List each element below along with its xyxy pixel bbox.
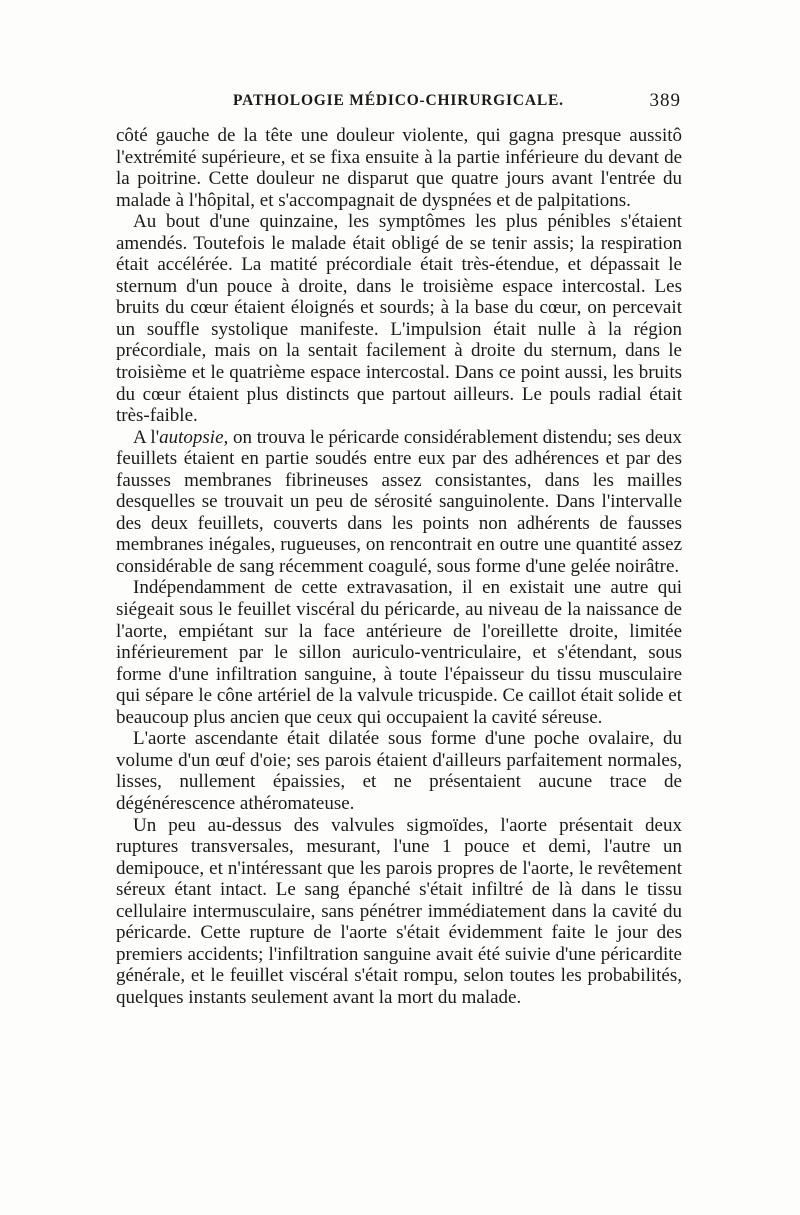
paragraph-3-lead: A l' bbox=[133, 426, 160, 448]
running-head bbox=[115, 92, 681, 118]
paragraph-1: côté gauche de la tête une douleur violente, qui gagna presque aussitô l'extrémité supérieure, et se fixa ensuite à la partie inférieure du devant de la poitrine. Cette douleur ne disparut que quatre jours avant l'entrée du malade à l'hôpital, et s'accompagnait de dyspnées et de palpitations. bbox=[116, 125, 682, 211]
paragraph-4: Indépendamment de cette extravasation, il en existait une autre qui siégeait sous le feuillet viscéral du péricarde, au niveau de la naissance de l'aorte, empiétant sur la face antérieure de l'oreillette droite, limitée inférieurement par le sillon auriculo-ventriculaire, et s'étendant, sous forme d'une infiltration sanguine, à toute l'épaisseur du tissu musculaire qui sépare le cône artériel de la valvule tricuspide. Ce caillot était solide et beaucoup plus ancien que ceux qui occupaient la cavité séreuse. bbox=[116, 577, 682, 728]
paragraph-6: Un peu au-dessus des valvules sigmoïdes, l'aorte présentait deux ruptures transversales, mesurant, l'une 1 pouce et demi, l'autre un demipouce, et n'intéressant que les parois propres de l'aorte, le revêtement séreux étant intact. Le sang épanché s'était infiltré de là dans le tissu cellulaire intermusculaire, sans pénétrer immédiatement dans la cavité du péricarde. Cette rupture de l'aorte s'était évidemment faite le jour des premiers accidents; l'infiltration sanguine avait été suivie d'une péricardite générale, et le feuillet viscéral s'était rompu, selon toutes les probabilités, quelques instants seulement avant la mort du malade. bbox=[116, 814, 682, 1008]
paragraph-2: Au bout d'une quinzaine, les symptômes les plus pénibles s'étaient amendés. Toutefois le malade était obligé de se tenir assis; la respiration était accélérée. La matité précordiale était très-étendue, et dépassait le sternum d'un pouce à droite, dans le troisième espace intercostal. Les bruits du cœur étaient éloignés et sourds; à la base du cœur, on percevait un souffle systolique manifeste. L'impulsion était nulle à la région précordiale, mais on la sentait facilement à droite du sternum, dans le troisième et le quatrième espace intercostal. Dans ce point aussi, les bruits du cœur étaient plus distincts que partout ailleurs. Le pouls radial était très-faible. bbox=[116, 211, 682, 427]
page-number: 389 bbox=[649, 90, 681, 111]
paragraph-5: L'aorte ascendante était dilatée sous forme d'une poche ovalaire, du volume d'un œuf d'oie; ses parois étaient d'ailleurs parfaitement normales, lisses, nullement épaissies, et ne présentaient aucune trace de dégénérescence athéromateuse. bbox=[116, 728, 682, 814]
paragraph-3 bbox=[116, 427, 682, 578]
body-text bbox=[116, 125, 682, 1008]
autopsie-italic: autopsie, bbox=[159, 426, 229, 448]
paragraph-3-rest: on trouva le péricarde considérablement distendu; ses deux feuillets étaient en partie soudés entre eux par des adhérences et par des fausses membranes fibrineuses assez consistantes, dans les mailles desquelles se trouvait un peu de sérosité sanguinolente. Dans l'intervalle des deux feuillets, couverts dans les points non adhérents de fausses membranes inégales, rugueuses, on rencontrait en outre une quantité assez considérable de sang récemment coagulé, sous forme d'une gelée noirâtre. bbox=[116, 426, 683, 577]
running-head-title: PATHOLOGIE MÉDICO-CHIRURGICALE. bbox=[233, 92, 564, 109]
